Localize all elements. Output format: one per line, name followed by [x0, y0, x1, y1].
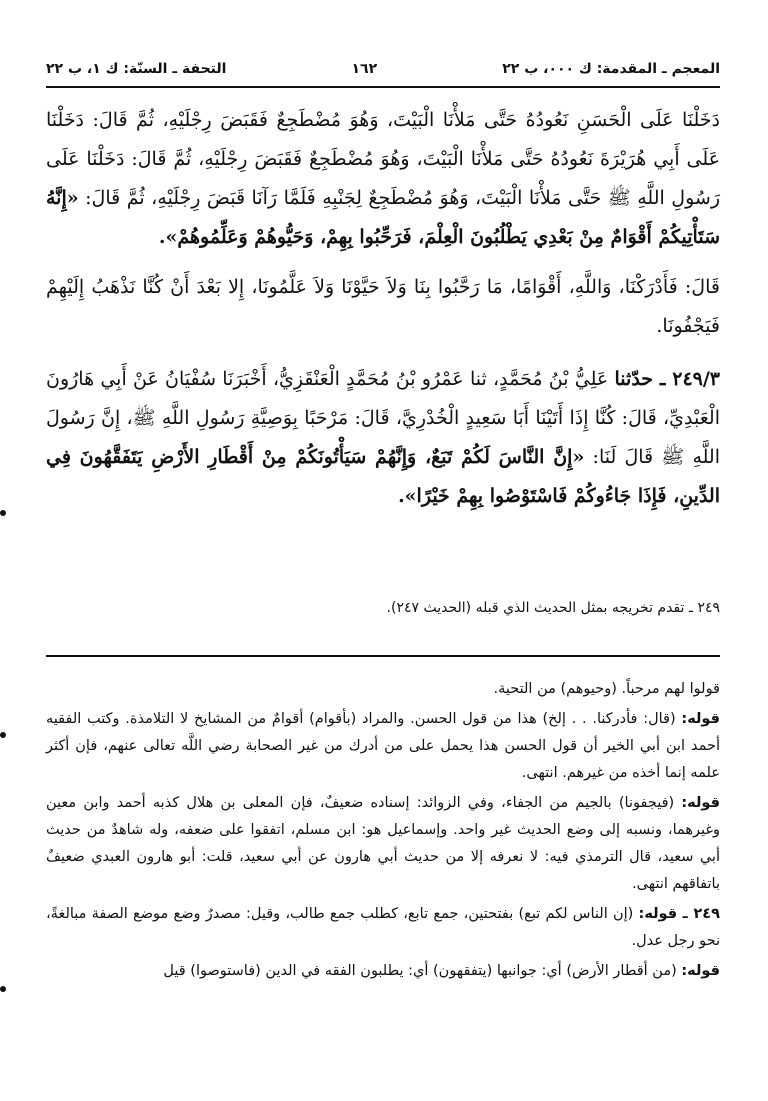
footnote: [46, 596, 720, 620]
commentary-head-4: قوله:: [681, 963, 720, 979]
scan-mark: [0, 732, 6, 738]
commentary-head-3: ٢٤٩ ـ قوله:: [638, 906, 720, 922]
commentary-rule: [46, 655, 720, 657]
hadith-paragraph-1: [46, 101, 720, 257]
commentary-head-1: قوله:: [681, 711, 721, 727]
main-text: [46, 101, 720, 516]
scan-mark: [0, 510, 6, 516]
scan-mark: [0, 986, 6, 992]
commentary-text-2: (فيجفونا) بالجيم من الجفاء، وفي الزوائد: إسناده ضعيفٌ، فإن المعلى بن هلال كذبه أحمد وابن معين وغيرهما، ونسبه إلى وضع الحديث غير واحد. وإسماعيل هو: ابن مسلم، اتفقوا على ضعفه، وله شاهدٌ من حديث أبي سعيد، قال الترمذي فيه: لا نعرفه إلا من حديث أبي هارون عن أبي سعيد، قلت: أبو هارون العبدي ضعيفٌ باتفاقهم انتهى.: [46, 795, 720, 892]
hadith-quote-1: «إِنَّهُ سَتَأْتِيكُمْ أَقْوَامٌ مِنْ بَعْدِي يَطْلُبُونَ الْعِلْمَ، فَرَحِّبُوا بِهِمْ، وَحَيُّوهُمْ وَعَلِّمُوهُمْ».: [46, 187, 720, 248]
commentary: [46, 676, 720, 988]
commentary-item-4: [46, 958, 720, 985]
commentary-line-0: قولوا لهم مرحباً. (وحيوهم) من التحية.: [493, 681, 720, 697]
commentary-text-4: (من أقطار الأرض) أي: جوانبها (يتفقهون) أي: يطلبون الفقه في الدين (فاستوصوا) قيل: [163, 963, 677, 979]
hadith-number: ٢٤٩/٣ ـ حدّثنا: [614, 368, 721, 390]
commentary-item-3: [46, 901, 720, 955]
header-right: المعجم ـ المقدمة: ك ٠٠٠، ب ٢٢: [502, 61, 720, 77]
hadith-paragraph-3: [46, 360, 720, 516]
commentary-head-2: قوله:: [681, 795, 720, 811]
running-header: [46, 56, 720, 82]
hadith-text-3: عَلِيُّ بْنُ مُحَمَّدٍ، ثنا عَمْرُو بْنُ مُحَمَّدٍ الْعَنْقَزِيُّ، أَخْبَرَنَا سُفْيَانُ عَنْ أَبِي هَارُونَ الْعَبْدِيِّ، قَالَ: كُنَّا إِذَا أَتَيْنَا أَبَا سَعِيدٍ الْخُدْرِيَّ، قَالَ: مَرْحَبًا بِوَصِيَّةِ رَسُولِ اللَّهِ ﷺ، إِنَّ رَسُولَ اللَّهِ ﷺ قَالَ لَنَا:: [46, 368, 720, 468]
hadith-quote-3: «إِنَّ النَّاسَ لَكُمْ تَبَعٌ، وَإِنَّهُمْ سَيَأْتُونَكُمْ مِنْ أَقْطَارِ الأَرْضِ يَتَفَقَّهُونَ فِي الدِّينِ، فَإِذَا جَاءُوكُمْ فَاسْتَوْصُوا بِهِمْ خَيْرًا».: [46, 446, 720, 507]
commentary-text-1: (قال: فأدركنا. . . إلخ) هذا من قول الحسن. والمراد (بأقوام) أقوامٌ من المشايخ لا التلامذة. وكتب الفقيه أحمد ابن أبي الخير أن قول الحسن هذا يحمل على من أدرك من غير الصحابة رضي اللَّه تعالى عنهم، فإن أكثر علمه إنما أخذه من غيرهم. انتهى.: [46, 711, 720, 781]
hadith-paragraph-2: قَالَ: فَأَدْرَكْنَا، وَاللَّهِ، أَقْوَامًا، مَا رَحَّبُوا بِنَا وَلاَ حَيَّوْنَا وَلاَ عَلَّمُونَا، إِلا بَعْدَ أَنْ كُنَّا نَذْهَبُ إِلَيْهِمْ فَيَجْفُونَا.: [46, 276, 720, 337]
commentary-item-1: [46, 706, 720, 787]
commentary-text-3: (إن الناس لكم تبع) بفتحتين، جمع تابع، كطلب جمع طالب، وقيل: مصدرٌ وضع موضع الصفة مبالغةً، نحو رجل عدل.: [46, 906, 720, 949]
header-left: التحفة ـ السنّة: ك ١، ب ٢٢: [46, 61, 227, 77]
commentary-item-2: [46, 790, 720, 898]
hadith-text-1: دَخَلْنَا عَلَى الْحَسَنِ نَعُودُهُ حَتَّى مَلأْنَا الْبَيْتَ، وَهُوَ مُضْطَجِعٌ فَقَبَضَ رِجْلَيْهِ، ثُمَّ قَالَ: دَخَلْنَا عَلَى أَبِي هُرَيْرَةَ نَعُودُهُ حَتَّى مَلأْنَا الْبَيْتَ، وَهُوَ مُضْطَجِعٌ فَقَبَضَ رِجْلَيْهِ، ثُمَّ قَالَ: دَخَلْنَا عَلَى رَسُولِ اللَّهِ ﷺ حَتَّى مَلأْنَا الْبَيْتَ، وَهُوَ مُضْطَجِعٌ لِجَنْبِهِ فَلَمَّا رَآنَا قَبَضَ رِجْلَيْهِ، ثُمَّ قَالَ:: [46, 109, 721, 209]
page-number: ١٦٢: [351, 61, 378, 77]
footnote-text: ٢٤٩ ـ تقدم تخريجه بمثل الحديث الذي قبله (الحديث ٢٤٧).: [386, 600, 720, 616]
header-rule: [46, 86, 720, 88]
